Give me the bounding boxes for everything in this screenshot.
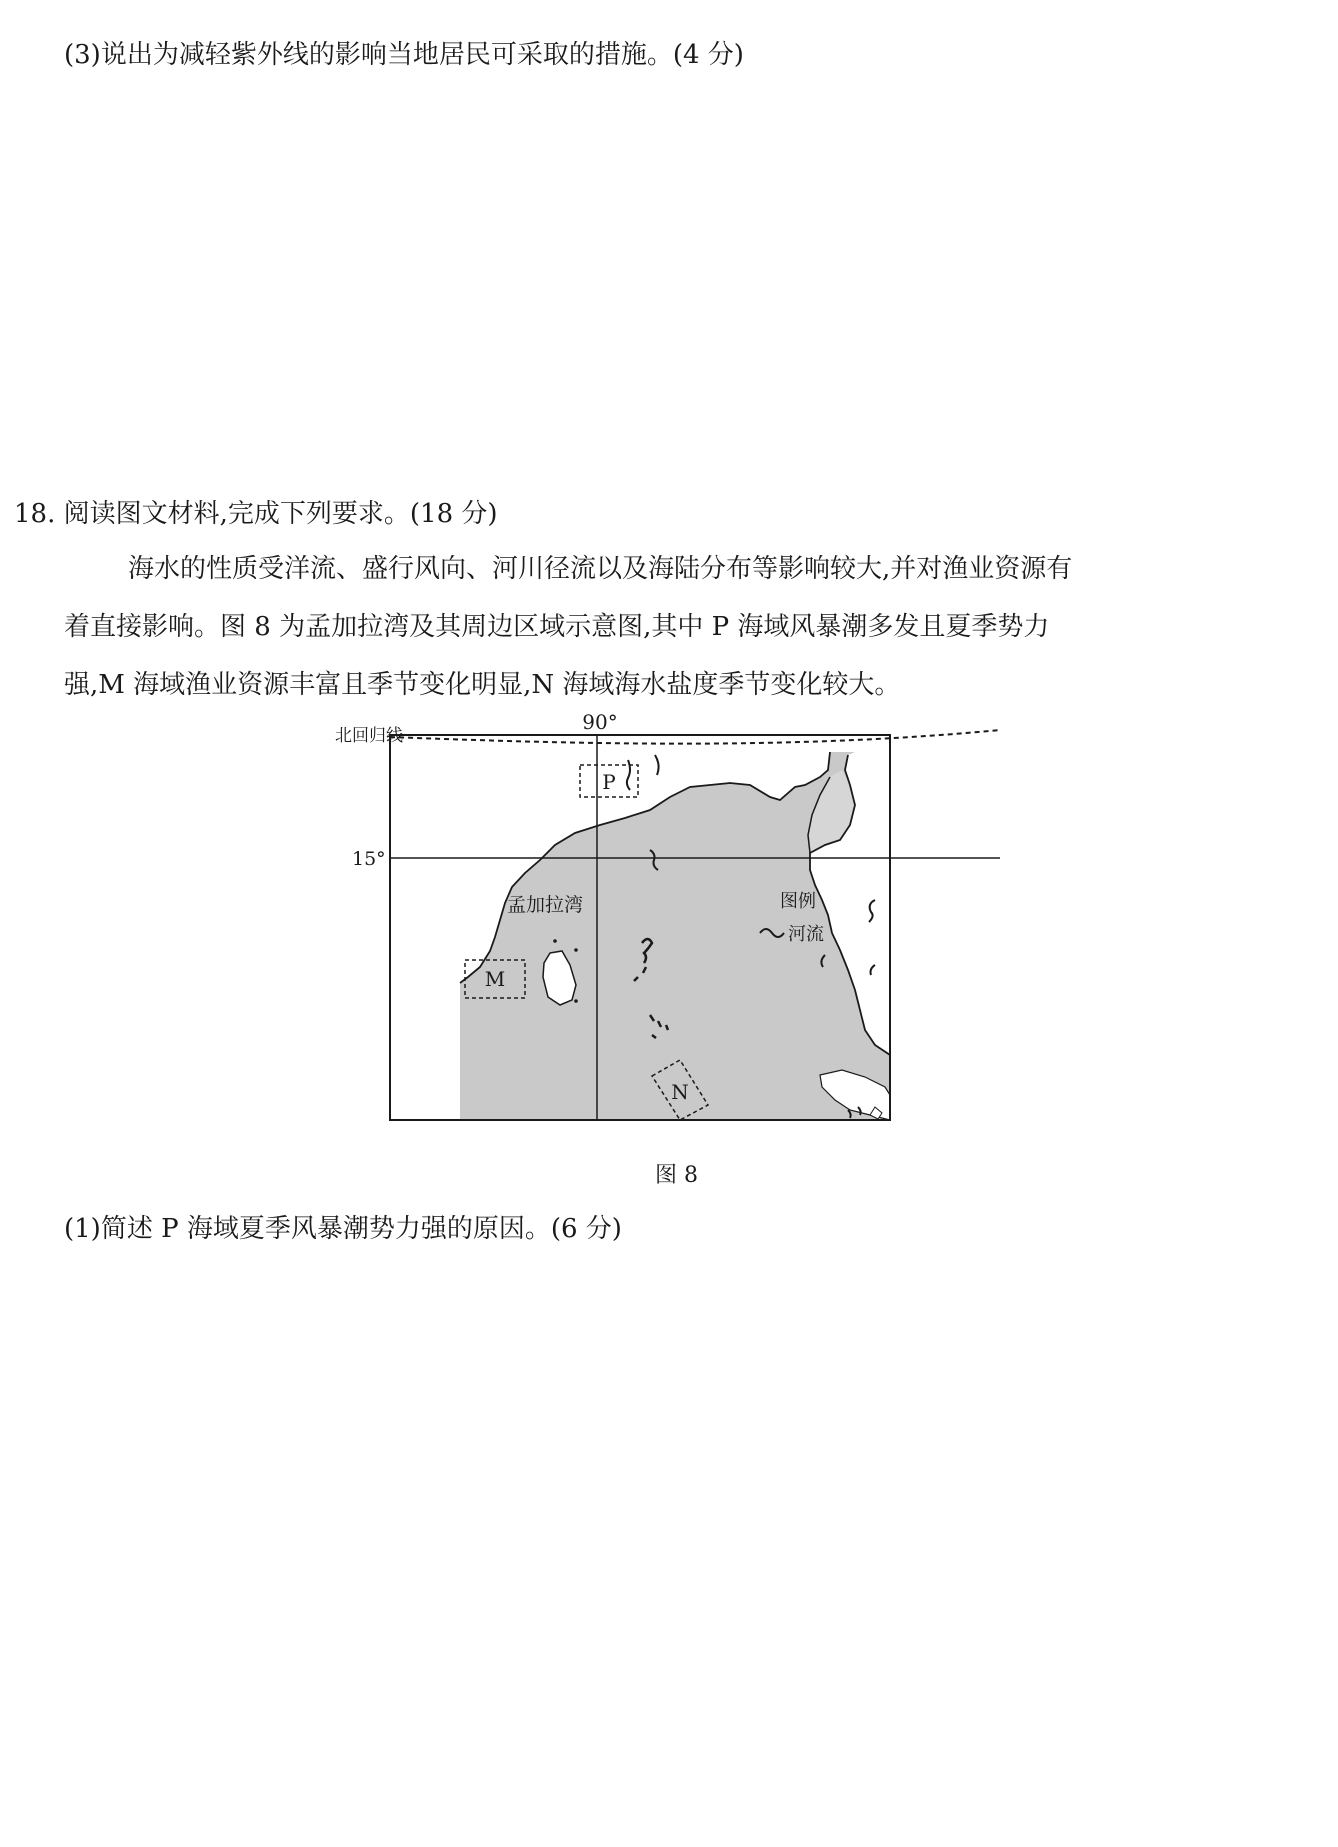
figure-caption: 图 8 xyxy=(655,1163,698,1188)
latitude-15-label: 15° xyxy=(352,848,386,870)
longitude-90-label: 90° xyxy=(582,710,618,734)
legend-river-label: 河流 xyxy=(788,924,824,945)
question-3-text: (3)说出为减轻紫外线的影响当地居民可采取的措施。(4 分) xyxy=(64,40,744,70)
tropic-of-cancer-label: 北回归线 xyxy=(335,726,403,746)
material-paragraph-line-2: 着直接影响。图 8 为孟加拉湾及其周边区域示意图,其中 P 海域风暴潮多发且夏季势力 xyxy=(64,612,1050,642)
legend-title: 图例 xyxy=(780,891,816,912)
region-m-label: M xyxy=(484,967,506,991)
region-n-label: N xyxy=(671,1080,689,1104)
material-paragraph-line-1: 海水的性质受洋流、盛行风向、河川径流以及海陆分布等影响较大,并对渔业资源有 xyxy=(128,554,1073,584)
question-18-header: 18. 阅读图文材料,完成下列要求。(18 分) xyxy=(14,499,498,529)
material-paragraph-line-3: 强,M 海域渔业资源丰富且季节变化明显,N 海域海水盐度季节变化较大。 xyxy=(64,670,901,700)
bay-of-bengal-map xyxy=(335,710,1000,1155)
tropic-of-cancer-line xyxy=(390,730,1000,744)
question-18-1-text: (1)简述 P 海域夏季风暴潮势力强的原因。(6 分) xyxy=(64,1214,622,1244)
bay-of-bengal-label: 孟加拉湾 xyxy=(506,894,584,916)
region-p-label: P xyxy=(602,770,616,794)
